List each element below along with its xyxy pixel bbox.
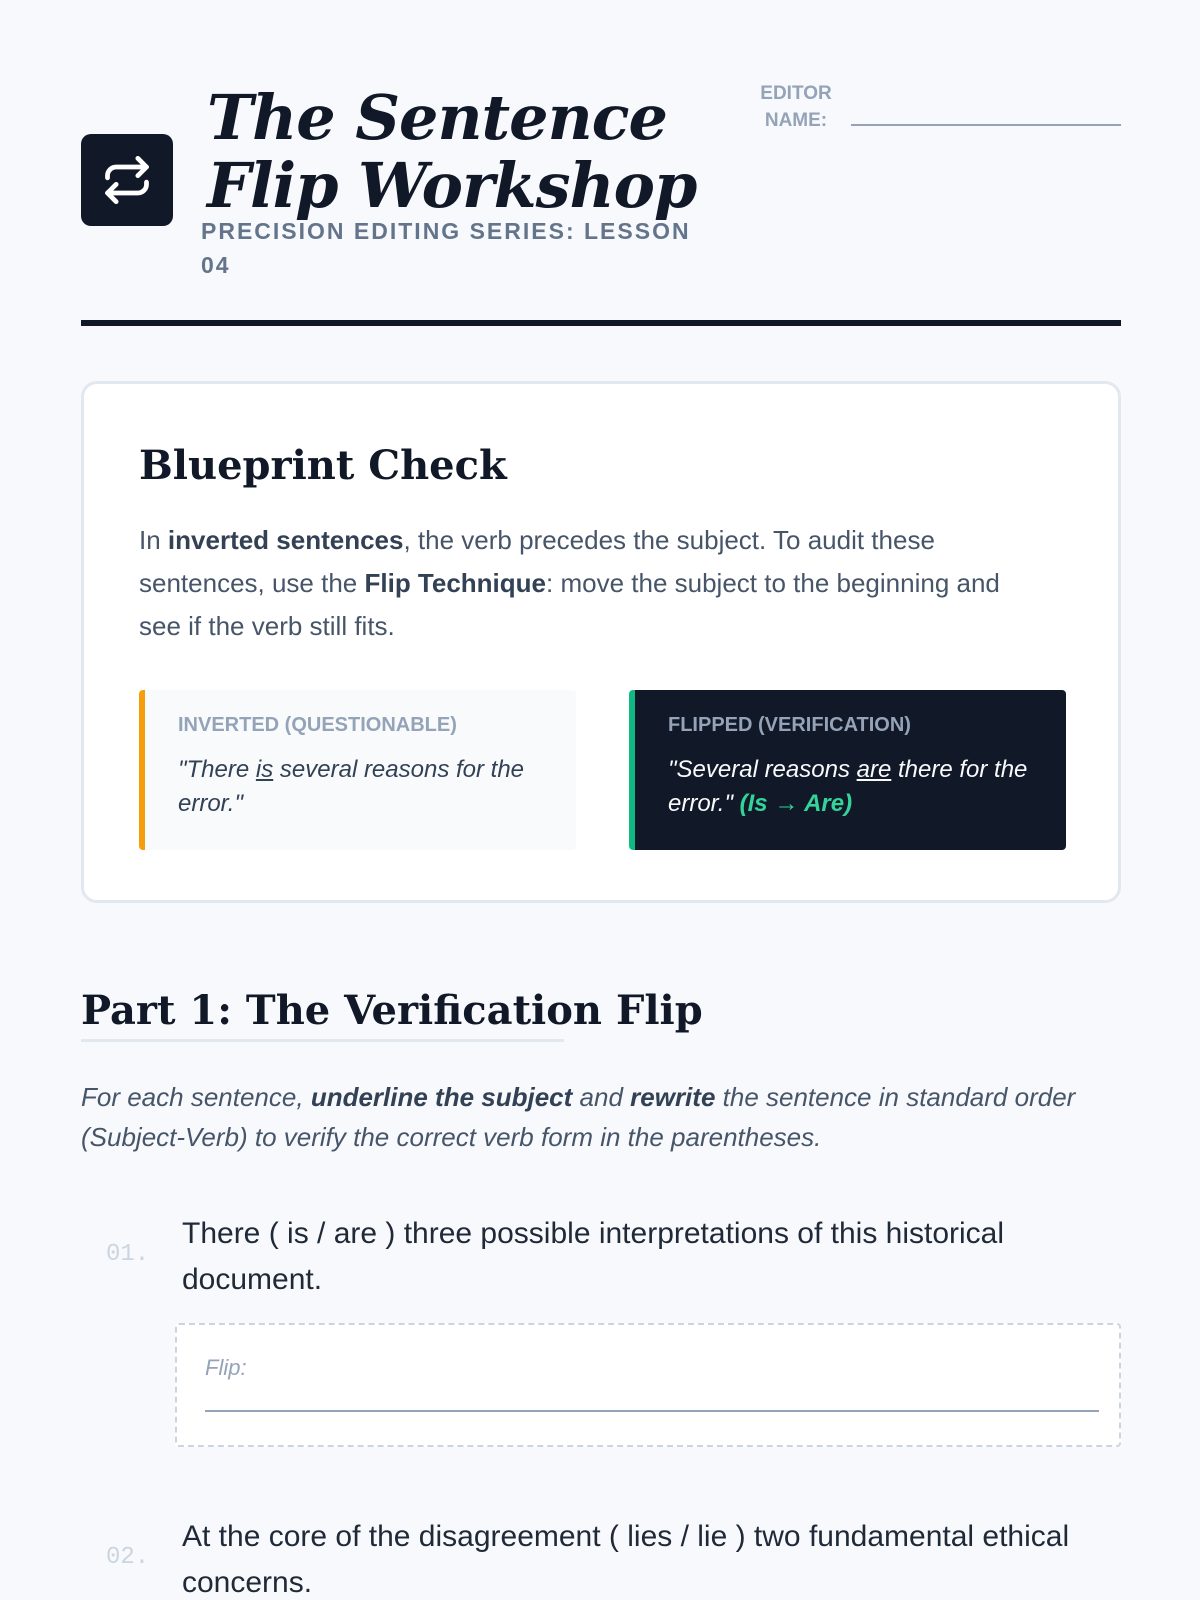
text-segment: and: [572, 1082, 631, 1112]
text-segment: "Several reasons: [668, 756, 857, 783]
logo: [81, 134, 173, 226]
part-1-instructions: [81, 1077, 1121, 1157]
text-segment: "There: [178, 756, 256, 783]
flipped-example: [629, 690, 1066, 850]
worksheet-header: [81, 0, 1121, 330]
header-divider: [81, 320, 1121, 326]
text-segment: there for the error.": [668, 756, 1028, 817]
lesson-subtitle: PRECISION EDITING SERIES: LESSON 04: [201, 218, 691, 278]
flip-answer-line[interactable]: [205, 1410, 1099, 1412]
inverted-example-label: INVERTED (QUESTIONABLE): [178, 714, 457, 736]
instruction-emphasis: rewrite: [630, 1082, 716, 1112]
item-number: 02.: [106, 1544, 150, 1571]
part-1-title: Part 1: The Verification Flip: [81, 987, 703, 1034]
blueprint-description: [139, 519, 1049, 648]
editor-name-field[interactable]: [851, 124, 1121, 126]
text-segment: For each sentence,: [81, 1082, 311, 1112]
flipped-example-label: FLIPPED (VERIFICATION): [668, 714, 911, 736]
text-segment: the sentence in standard order (Subject-Verb) to verify the correct verb form in the parentheses.: [81, 1082, 1076, 1152]
flip-label: Flip:: [205, 1355, 247, 1380]
part-1-underline: [81, 1039, 564, 1042]
item-sentence: There ( is / are ) three possible interpretations of this historical document.: [182, 1217, 1005, 1296]
worksheet-page: [81, 0, 1121, 1599]
flip-answer-box[interactable]: [175, 1323, 1121, 1447]
inverted-example-text: [178, 753, 546, 821]
correction-note: (Is → Are): [739, 790, 853, 817]
item-number: 01.: [106, 1241, 150, 1268]
editor-name-label: EDITOR NAME:: [760, 83, 832, 131]
text-segment: In: [139, 525, 168, 555]
verb-highlight: are: [856, 756, 892, 783]
blueprint-title: Blueprint Check: [139, 442, 507, 489]
term-inverted-sentences: inverted sentences: [167, 525, 404, 555]
text-segment: several reasons for the error.": [178, 756, 525, 817]
term-flip-technique: Flip Technique: [364, 568, 547, 598]
inverted-example: [139, 690, 576, 850]
flipped-example-text: [668, 753, 1036, 821]
blueprint-card: [81, 381, 1121, 903]
text-segment: : move the subject to the beginning and see if the verb still fits.: [139, 568, 1000, 641]
swap-arrows-icon: [101, 154, 153, 206]
text-segment: , the verb precedes the subject. To audit these sentences, use the: [139, 525, 935, 598]
verb-highlight: is: [255, 756, 274, 783]
instruction-emphasis: underline the subject: [310, 1082, 573, 1112]
page-title: The Sentence Flip Workshop: [207, 81, 697, 222]
item-sentence: At the core of the disagreement ( lies / lie ) two fundamental ethical concerns.: [182, 1520, 1070, 1599]
